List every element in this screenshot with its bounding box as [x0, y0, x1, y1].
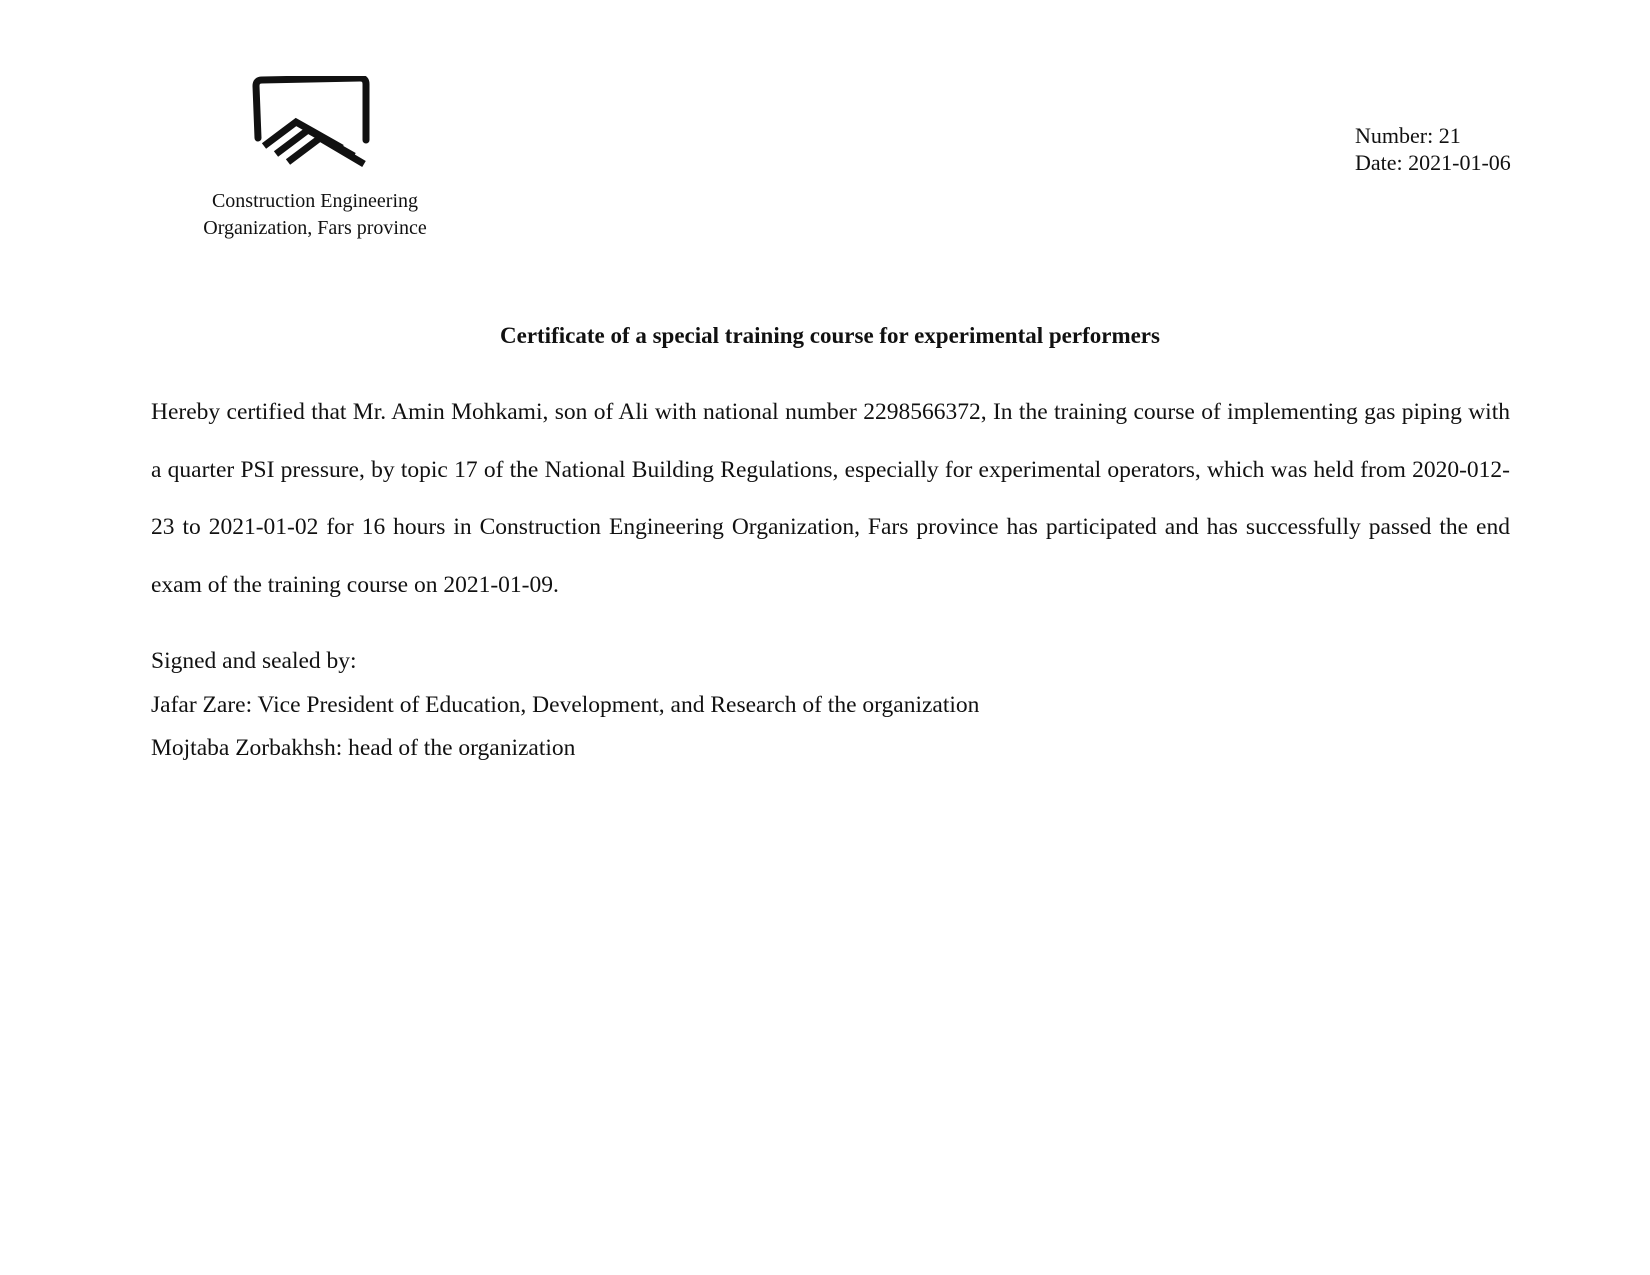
- certificate-number: Number: 21: [1355, 123, 1461, 148]
- organization-logo-icon: [252, 76, 372, 172]
- document-meta: [1355, 122, 1511, 176]
- certificate-date: Date: 2021-01-06: [1355, 150, 1511, 175]
- signature-block: [151, 640, 979, 771]
- signature-intro: Signed and sealed by:: [151, 648, 357, 674]
- signer-vice-president: Jafar Zare: Vice President of Education, Development, and Research of the organization: [151, 691, 980, 718]
- organization-name: Construction Engineering Organization, Fars province: [203, 190, 427, 239]
- certificate-body: Hereby certified that Mr. Amin Mohkami, son of Ali with national number 2298566372, In the training course of implementing gas piping with a quarter PSI pressure, by topic 17 of the National Building Regulations, especially for experimental operators, which was held from 2020-012-23 to 2021-01-02 for 16 hours in Construction Engineering Organization, Fars province has participated and has successfully passed the end exam of the training course on 2021-01-09.: [151, 399, 1510, 598]
- signer-head: Mojtaba Zorbakhsh: head of the organization: [151, 735, 576, 761]
- certificate-title: Certificate of a special training course for experimental performers: [500, 323, 1160, 348]
